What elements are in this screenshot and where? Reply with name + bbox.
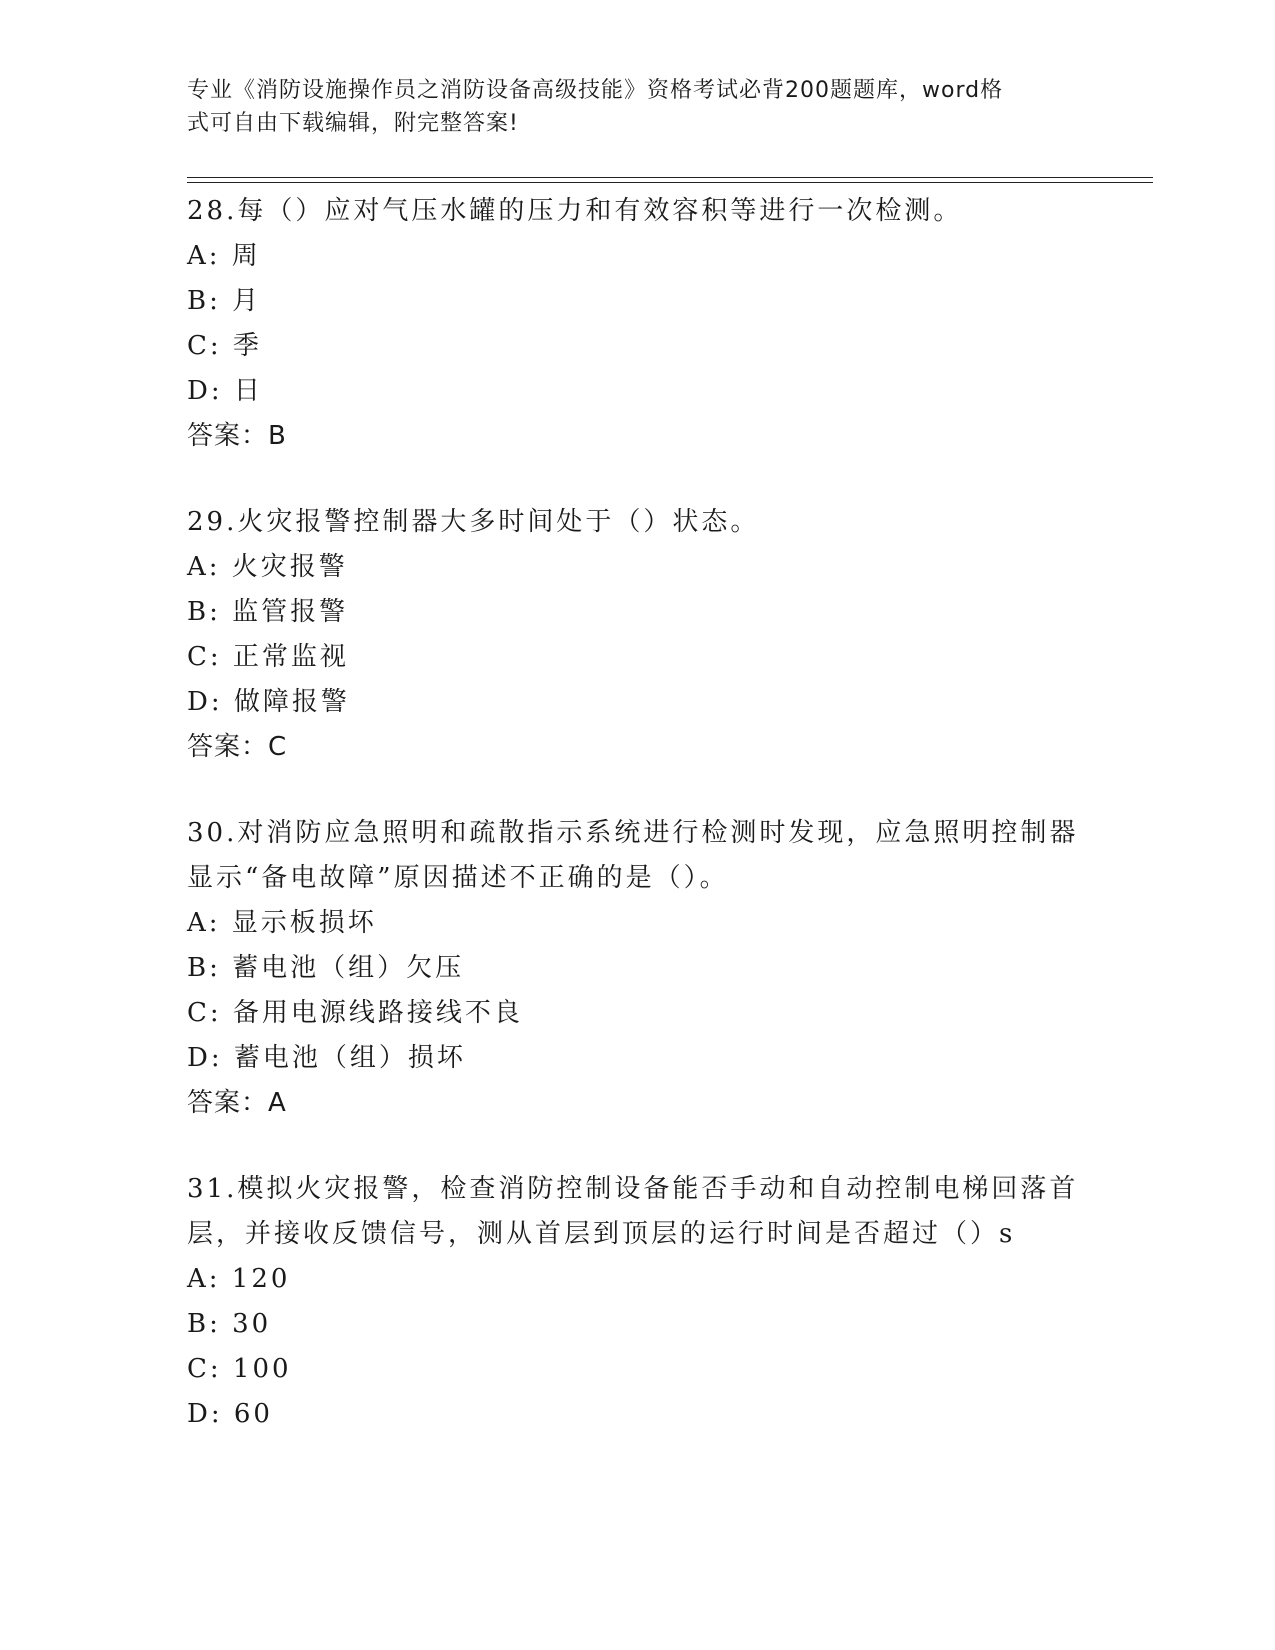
question-stem-line: 显示“备电故障”原因描述不正确的是（）。	[187, 863, 729, 893]
option-b: B: 月	[187, 286, 262, 316]
question-stem-line: 31.模拟火灾报警，检查消防控制设备能否手动和自动控制电梯回落首	[187, 1174, 1079, 1204]
option-c: C: 100	[187, 1354, 292, 1384]
option-a: A: 火灾报警	[187, 552, 348, 582]
document-header	[187, 74, 1067, 140]
option-d: D: 日	[187, 376, 263, 406]
question-29	[187, 500, 1087, 770]
option-c: C: 正常监视	[187, 642, 349, 672]
question-30	[187, 811, 1087, 1126]
question-stem-line: 28.每（）应对气压水罐的压力和有效容积等进行一次检测。	[187, 196, 963, 226]
question-stem-line: 29.火灾报警控制器大多时间处于（）状态。	[187, 507, 760, 537]
question-31	[187, 1167, 1087, 1437]
question-stem-line: 层，并接收反馈信号，测从首层到顶层的运行时间是否超过（）s	[187, 1219, 1016, 1249]
answer: 答案：C	[187, 732, 288, 762]
answer: 答案：B	[187, 421, 287, 451]
header-line-2: 式可自由下载编辑，附完整答案!	[187, 111, 519, 136]
option-c: C: 季	[187, 331, 262, 361]
question-28	[187, 189, 1087, 459]
question-stem-line: 30.对消防应急照明和疏散指示系统进行检测时发现，应急照明控制器	[187, 818, 1079, 848]
header-divider-bottom	[187, 182, 1153, 183]
header-divider-top	[187, 177, 1153, 178]
option-b: B: 30	[187, 1309, 272, 1339]
option-b: B: 监管报警	[187, 597, 349, 627]
header-line-1: 专业《消防设施操作员之消防设备高级技能》资格考试必背200题题库，word格	[187, 78, 1004, 103]
option-b: B: 蓄电池（组）欠压	[187, 953, 465, 983]
option-a: A: 显示板损坏	[187, 908, 377, 938]
option-a: A: 120	[187, 1264, 291, 1294]
option-d: D: 做障报警	[187, 687, 350, 717]
option-a: A: 周	[187, 241, 261, 271]
question-list	[187, 189, 1087, 1478]
answer: 答案：A	[187, 1088, 287, 1118]
option-d: D: 60	[187, 1399, 273, 1429]
option-d: D: 蓄电池（组）损坏	[187, 1043, 466, 1073]
option-c: C: 备用电源线路接线不良	[187, 998, 523, 1028]
